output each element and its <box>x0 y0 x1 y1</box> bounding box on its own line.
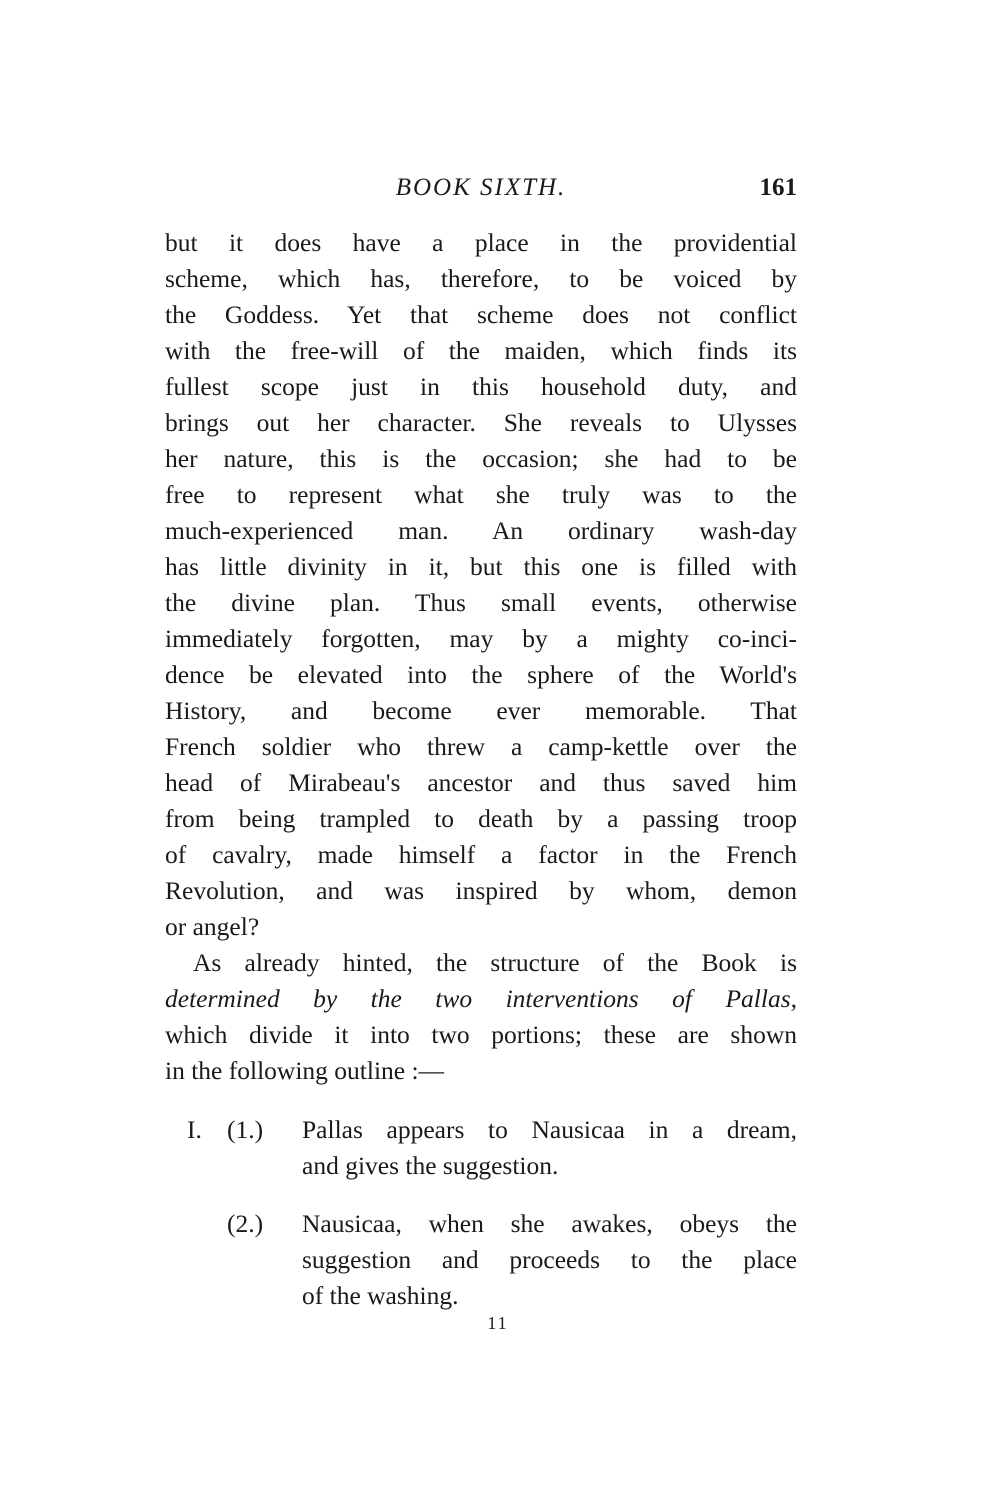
page-number: 161 <box>759 174 797 201</box>
paragraph-1 <box>165 225 797 945</box>
running-head <box>165 170 797 206</box>
text-line: suggestion and proceeds to the place <box>302 1245 797 1274</box>
outline-roman-numeral: I. <box>187 1115 202 1144</box>
text-line: in the following outline :— <box>165 1056 445 1085</box>
text-line: the Goddess. Yet that scheme does not conflict <box>165 300 797 329</box>
text-line: French soldier who threw a camp-kettle over the <box>165 732 797 761</box>
text-line: immediately forgotten, may by a mighty co-inci- <box>165 624 797 653</box>
text-line: with the free-will of the maiden, which finds its <box>165 336 797 365</box>
text-line: her nature, this is the occasion; she had to be <box>165 444 797 473</box>
text-line-italic: determined by the two interventions of Pallas, <box>165 984 797 1013</box>
text-line: free to represent what she truly was to the <box>165 480 797 509</box>
text-line: or angel? <box>165 912 260 941</box>
text-line: dence be elevated into the sphere of the World's <box>165 660 797 689</box>
text-line-content: As already hinted, the structure of the Book is <box>193 948 797 977</box>
signature-mark: 11 <box>487 1313 509 1333</box>
text-line: Revolution, and was inspired by whom, demon <box>165 876 797 905</box>
text-line: but it does have a place in the providential <box>165 228 797 257</box>
text-line: head of Mirabeau's ancestor and thus saved him <box>165 768 797 797</box>
text-line: and gives the suggestion. <box>302 1151 559 1180</box>
text-line: fullest scope just in this household duty, and <box>165 372 797 401</box>
outline-list <box>165 1112 797 1314</box>
outline-number: (1.) <box>227 1115 264 1144</box>
body-text <box>165 225 797 1089</box>
text-line: Pallas appears to Nausicaa in a dream, <box>302 1115 797 1144</box>
text-line: of the washing. <box>302 1281 459 1310</box>
text-line: from being trampled to death by a passing troop <box>165 804 797 833</box>
outline-item <box>165 1206 797 1314</box>
running-title: BOOK SIXTH. <box>395 174 567 201</box>
text-line: brings out her character. She reveals to Ulysses <box>165 408 797 437</box>
text-line: Nausicaa, when she awakes, obeys the <box>302 1209 797 1238</box>
text-line: which divide it into two portions; these are shown <box>165 1020 797 1049</box>
text-line: scheme, which has, therefore, to be voiced by <box>165 264 797 293</box>
outline-item-text <box>302 1206 797 1314</box>
text-line: the divine plan. Thus small events, otherwise <box>165 588 797 617</box>
outline-item-text <box>302 1112 797 1184</box>
outline-number: (2.) <box>227 1209 264 1238</box>
text-line-indented <box>165 945 797 981</box>
outline-item <box>165 1112 797 1184</box>
text-line: has little divinity in it, but this one is filled with <box>165 552 797 581</box>
text-line: much-experienced man. An ordinary wash-day <box>165 516 797 545</box>
text-line: History, and become ever memorable. That <box>165 696 797 725</box>
paragraph-2 <box>165 945 797 1089</box>
text-line: of cavalry, made himself a factor in the French <box>165 840 797 869</box>
